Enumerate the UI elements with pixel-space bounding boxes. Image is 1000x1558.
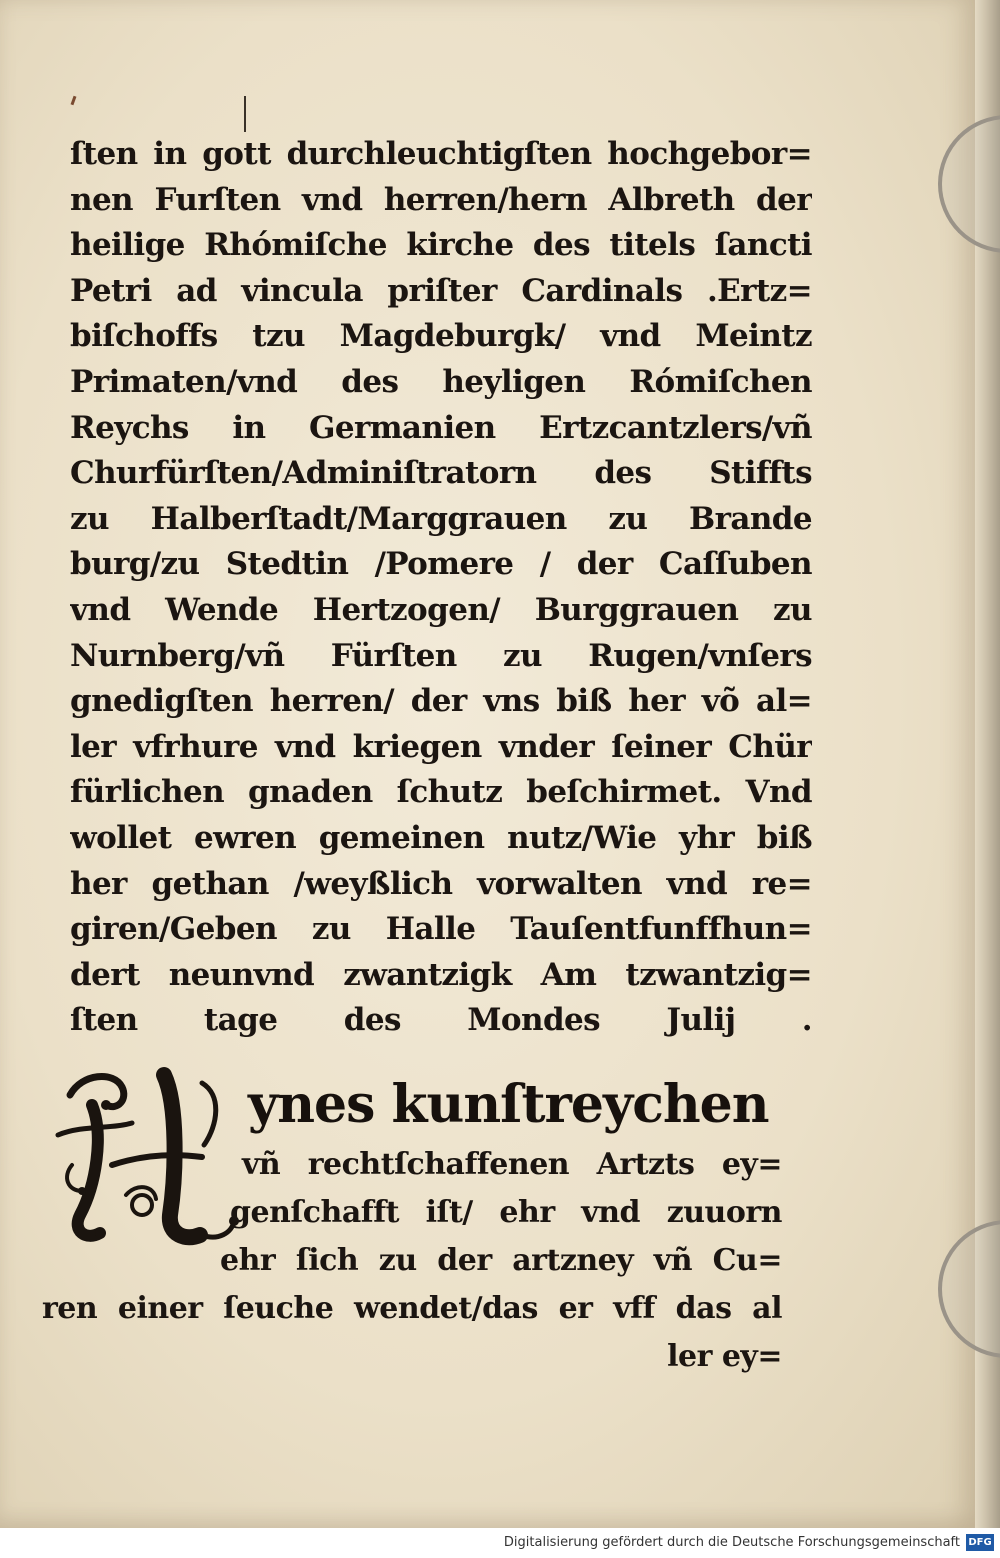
body-text xyxy=(70,132,812,1044)
text-line: burg/zu Stedtin /Pomere / der Caſſuben xyxy=(70,546,812,583)
text-line: vñ rechtſchaffenen Artzts ey= xyxy=(242,1147,782,1182)
text-line: biſchoffs tzu Magdeburgk/ vnd Meintz xyxy=(70,318,812,355)
text-line: ehr ſich zu der artzney vñ Cu= xyxy=(220,1243,782,1278)
text-line: ſten tage des Mondes Julij . xyxy=(70,1002,812,1039)
text-line: Reychs in Germanien Ertzcantzlers/vñ xyxy=(70,409,812,446)
text-line: Petri ad vincula priſter Cardinals .Ertz= xyxy=(70,272,812,309)
text-line: ler vfrhure vnd kriegen vnder ſeiner Chür xyxy=(70,728,812,765)
ink-mark xyxy=(71,96,77,105)
text-line: dert neunvnd zwantzigk Am tzwantzig= xyxy=(70,956,812,993)
footer-bar xyxy=(0,1528,1000,1558)
text-line: ren einer ſeuche wendet/das er vff das al xyxy=(42,1291,782,1326)
show-through-text xyxy=(710,1010,860,1250)
text-line: heilige Rhómiſche kirche des titels ſancti xyxy=(70,227,812,264)
text-line: her gethan /weyßlich vorwalten vnd re= xyxy=(70,865,812,902)
text-line: vnd Wende Hertzogen/ Burggrauen zu xyxy=(70,591,812,628)
text-line: fürlichen gnaden ſchutz beſchirmet. Vnd xyxy=(70,774,812,811)
text-line: nen Furſten vnd herren/hern Albreth der xyxy=(70,181,812,218)
text-line: Primaten/vnd des heyligen Rómiſchen xyxy=(70,363,812,400)
gutter-mark xyxy=(244,96,246,132)
text-line: Nurnberg/vñ Fürſten zu Rugen/vnſers xyxy=(70,637,812,674)
text-line: genſchafft iſt/ ehr vnd zuuorn xyxy=(230,1195,782,1230)
dfg-logo: DFG xyxy=(966,1534,994,1551)
text-line: wollet ewren gemeinen nutz/Wie yhr biß xyxy=(70,819,812,856)
section-heading: ynes kunſtreychen xyxy=(248,1074,769,1135)
text-line: zu Halberſtadt/Marggrauen zu Brande xyxy=(70,500,812,537)
text-line: ler ey= xyxy=(667,1339,782,1374)
section-text xyxy=(42,1141,782,1381)
footer-credit: Digitalisierung gefördert durch die Deutsche Forschungsgemeinschaft xyxy=(503,1535,960,1550)
text-line: gnedigſten herren/ der vns biß her võ al= xyxy=(70,683,812,720)
text-line: ſten in gott durchleuchtigſten hochgebor= xyxy=(70,136,812,172)
text-line: Churfürſten/Adminiſtratorn des Stiffts xyxy=(70,455,812,492)
section-opening xyxy=(42,1065,782,1374)
text-line: giren/Geben zu Halle Tauſentfunffhun= xyxy=(70,911,812,948)
